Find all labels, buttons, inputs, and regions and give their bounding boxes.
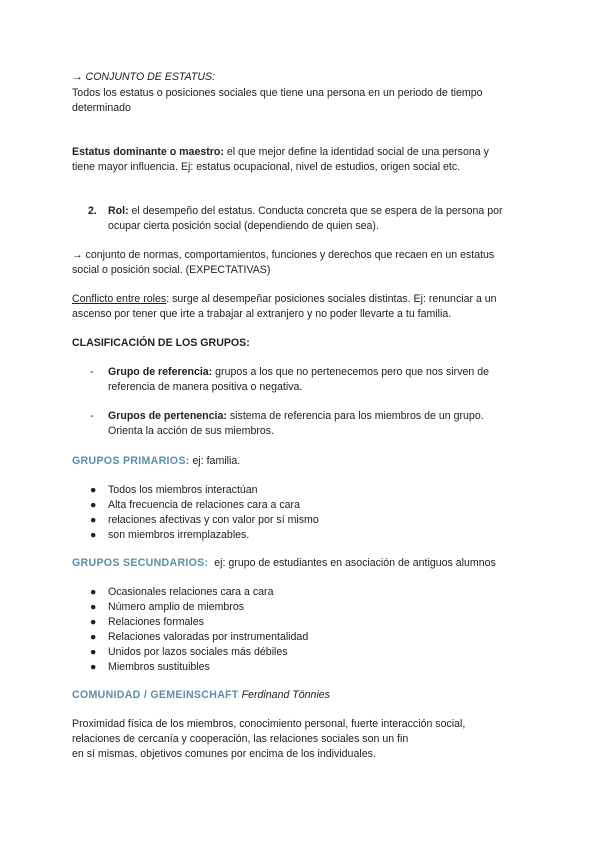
conflicto-term: Conflicto entre roles bbox=[72, 293, 167, 305]
comunidad-heading: COMUNIDAD / GEMEINSCHAFT bbox=[72, 689, 239, 701]
rol-term: Rol: bbox=[108, 205, 129, 217]
primarios-example: ej: familia. bbox=[189, 455, 241, 467]
bullet-marker: ● bbox=[90, 631, 97, 643]
clasificacion-heading: CLASIFICACIÓN DE LOS GRUPOS: bbox=[72, 337, 250, 349]
referencia-text: grupos a los que no pertenecemos pero que nos sirven de bbox=[212, 366, 489, 378]
list-item: Relaciones valoradas por instrumentalidad bbox=[108, 631, 309, 643]
referencia-text-line: referencia de manera positiva o negativa. bbox=[108, 381, 303, 393]
normas-text-line: → conjunto de normas, comportamientos, funciones y derechos que recaen en un estatus bbox=[72, 249, 495, 261]
list-item: Relaciones formales bbox=[108, 616, 204, 628]
referencia-term: Grupo de referencia: bbox=[108, 366, 213, 378]
primarios-heading: GRUPOS PRIMARIOS: bbox=[72, 455, 190, 467]
rol-paragraph bbox=[108, 204, 503, 219]
bullet-marker: ● bbox=[90, 661, 97, 673]
pertenencia-term: Grupos de pertenencia: bbox=[108, 410, 227, 422]
rol-text-line: ocupar cierta posición social (dependiendo de quien sea). bbox=[108, 220, 379, 232]
comunidad-text-line: en sí mismas, objetivos comunes por encima de los individuales. bbox=[72, 748, 376, 760]
secundarios-heading: GRUPOS SECUNDARIOS: bbox=[72, 557, 209, 569]
referencia-item bbox=[108, 365, 489, 380]
bullet-marker: ● bbox=[90, 484, 97, 496]
dominante-text-line: tiene mayor influencia. Ej: estatus ocupacional, nivel de estudios, origen social etc. bbox=[72, 161, 461, 173]
list-item: Número amplio de miembros bbox=[108, 601, 245, 613]
conflicto-text: : surge al desempeñar posiciones sociales distintas. Ej: renunciar a un bbox=[166, 293, 497, 305]
rol-text: el desempeño del estatus. Conducta concreta que se espera de la persona por bbox=[128, 205, 503, 217]
conflicto-paragraph bbox=[72, 292, 497, 307]
pertenencia-text: sistema de referencia para los miembros de un grupo. bbox=[226, 410, 484, 422]
list-item: Todos los miembros interactúan bbox=[108, 484, 258, 496]
list-number: 2. bbox=[88, 205, 97, 217]
conjunto-text-line: determinado bbox=[72, 102, 131, 114]
bullet-marker: ● bbox=[90, 529, 97, 541]
comunidad-text-line: relaciones de cercanía y cooperación, las relaciones sociales son un fin bbox=[72, 733, 409, 745]
bullet-marker: ● bbox=[90, 646, 97, 658]
primarios-paragraph bbox=[72, 454, 240, 469]
secundarios-example: ej: grupo de estudiantes en asociación de antiguos alumnos bbox=[208, 557, 496, 569]
dominante-text: el que mejor define la identidad social de una persona y bbox=[223, 146, 489, 158]
list-item: Ocasionales relaciones cara a cara bbox=[108, 586, 274, 598]
dash-marker: - bbox=[90, 410, 94, 422]
pertenencia-text-line: Orienta la acción de sus miembros. bbox=[108, 425, 275, 437]
bullet-marker: ● bbox=[90, 586, 97, 598]
dominante-term: Estatus dominante o maestro: bbox=[72, 146, 224, 158]
normas-text-line: social o posición social. (EXPECTATIVAS) bbox=[72, 264, 271, 276]
conjunto-heading: → CONJUNTO DE ESTATUS: bbox=[72, 71, 216, 83]
comunidad-paragraph bbox=[72, 688, 330, 703]
list-item: Unidos por lazos sociales más débiles bbox=[108, 646, 288, 658]
bullet-marker: ● bbox=[90, 514, 97, 526]
bullet-marker: ● bbox=[90, 616, 97, 628]
list-item: Alta frecuencia de relaciones cara a cara bbox=[108, 499, 300, 511]
bullet-marker: ● bbox=[90, 499, 97, 511]
list-item: son miembros irremplazables. bbox=[108, 529, 250, 541]
conflicto-text-line: ascenso por tener que irte a trabajar al extranjero y no poder llevarte a tu familia. bbox=[72, 308, 452, 320]
dominante-paragraph bbox=[72, 145, 489, 160]
pertenencia-item bbox=[108, 409, 484, 424]
conjunto-text-line: Todos los estatus o posiciones sociales que tiene una persona en un periodo de tiempo bbox=[72, 87, 483, 99]
comunidad-text-line: Proximidad física de los miembros, conocimiento personal, fuerte interacción social, bbox=[72, 718, 466, 730]
bullet-marker: ● bbox=[90, 601, 97, 613]
list-item: Miembros sustituibles bbox=[108, 661, 210, 673]
secundarios-paragraph bbox=[72, 556, 496, 571]
comunidad-author: Ferdinand Tönnies bbox=[238, 689, 330, 701]
list-item: relaciones afectivas y con valor por sí mismo bbox=[108, 514, 319, 526]
dash-marker: - bbox=[90, 366, 94, 378]
